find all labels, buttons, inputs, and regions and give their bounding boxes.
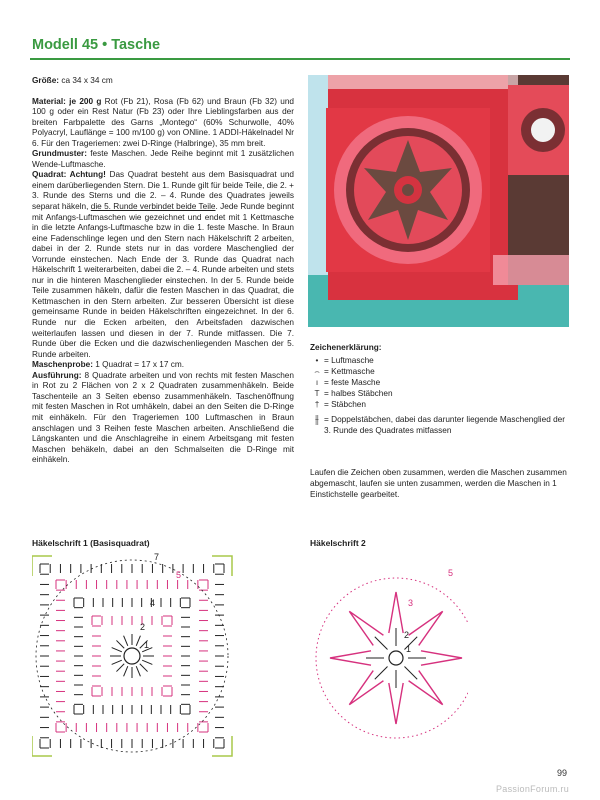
size-label: Größe: (32, 76, 60, 85)
maschenprobe-paragraph (32, 360, 294, 371)
half-double-crochet-icon: T (314, 389, 320, 398)
slip-stitch-icon: ⌢ (314, 367, 320, 376)
legend-item (310, 366, 572, 377)
stitch-mark (116, 664, 124, 672)
size-paragraph (32, 76, 294, 87)
quadrat-text: Das Quadrat besteht aus dem Basisquadrat und einem darüberliegenden Stern. Die 1. Runde gilt für beide Teile, die 2. + 3. Runde des Sterns und die 2. – 4. Runde des Quadrates jeweils separat häkeln, (32, 170, 295, 212)
legend (310, 342, 572, 436)
legend-title: Zeichenerklärung: (310, 343, 382, 352)
page-title: Modell 45 • Tasche (32, 37, 161, 53)
material-label: Material: je 200 g (32, 96, 102, 106)
stitch-mark (375, 637, 388, 650)
legend-item (310, 377, 572, 388)
grundmuster-label: Grundmuster: (32, 149, 88, 159)
round-label: 3 (408, 598, 414, 608)
bag-photo (308, 75, 569, 327)
page-number: 99 (557, 768, 568, 778)
ausfuehrung-paragraph (32, 371, 294, 466)
corner-mark (212, 556, 232, 576)
single-crochet-icon: ı (315, 378, 319, 387)
star-point (389, 592, 403, 633)
stitch-mark (112, 648, 122, 652)
round-label: 7 (154, 552, 160, 562)
round-label: 1 (144, 640, 150, 650)
outer-round (36, 560, 228, 752)
round-label: 2 (140, 622, 146, 632)
ausfuehrung-label: Ausführung: (32, 370, 82, 380)
legend-item (310, 355, 572, 366)
legend-text: = Luftmasche (324, 356, 374, 365)
stitch-mark (404, 666, 417, 679)
round-label: 5 (176, 570, 182, 580)
material-paragraph (32, 97, 294, 150)
double-crochet-icon: † (314, 400, 320, 409)
diagram1-title: Häkelschrift 1 (Basisquadrat) (32, 538, 150, 548)
instructions-column (32, 76, 294, 466)
diagram2-title: Häkelschrift 2 (310, 538, 366, 548)
stitch-mark (112, 660, 122, 664)
round-label: 5 (448, 568, 454, 578)
corner-mark (32, 736, 52, 756)
stitch-mark (142, 660, 152, 664)
chain-stitch-icon: • (315, 356, 319, 365)
stitch-mark (140, 664, 148, 672)
legend-text: = Doppelstäbchen, dabei das darunter liegende Maschenglied der 3. Runde des Quadrates mitfassen (324, 415, 566, 435)
maschenprobe-text: 1 Quadrat = 17 x 17 cm. (92, 360, 184, 370)
quadrat-paragraph (32, 170, 294, 360)
quadrat-label: Quadrat: Achtung! (32, 170, 106, 180)
legend-text: = Stäbchen (324, 400, 366, 409)
quadrat-underlined: die 5. Runde verbindet beide Teile (90, 202, 216, 212)
stitch-mark (124, 666, 128, 676)
legend-item (310, 399, 572, 410)
star-point (421, 651, 462, 665)
star-point (389, 683, 403, 724)
center-ring (389, 651, 403, 665)
crochet-chart-1 (32, 552, 272, 762)
grundmuster-paragraph (32, 149, 294, 170)
outer-round (316, 578, 468, 738)
stitch-mark (124, 636, 128, 646)
watermark: PassionForum.ru (496, 784, 570, 794)
maschenprobe-label: Maschenprobe: (32, 360, 93, 370)
grundmuster-text: feste Maschen. Jede Reihe beginnt mit 1 zusätzlichen Wende-Luftmasche. (32, 149, 294, 169)
center-ring (124, 648, 140, 664)
stitch-mark (136, 666, 140, 676)
material-text: Rot (Fb 21), Rosa (Fb 62) und Braun (Fb 32) und 100 g oder ein Rest Natur (Fb 23) oder Ihre Lieblingsfarben aus der breiten Farbpalette des Garns „Montego“ (60% Schurwolle, 40% Polyacryl, Lauflänge = 100 m/100 g) von ONline. 1 ADDI-Häkelnadel Nr 6. Für den Trageriemen: zwei D-Ringe (Halbringe), 35 mm breit. (32, 96, 294, 148)
crochet-chart-2 (308, 560, 468, 750)
legend-item (310, 388, 572, 399)
legend-text: = halbes Stäbchen (324, 389, 393, 398)
legend-text: = feste Masche (324, 378, 381, 387)
crochet-bag-illustration (308, 75, 569, 327)
ausfuehrung-text: 8 Quadrate arbeiten und von rechts mit festen Maschen in Rot zu 2 Flächen von 2 x 2 Quadraten zusammenhäkeln. Beide Taschenteile an 3 Seiten ebenso zusammenhäkeln. Taschenöffnung mit festen Maschen in Rot umhäkeln, dabei an den Seiten die D-Ringe mit einhäkeln. Für den Trageriemen 100 Luftmaschen in Braun anschlagen und 3 Reihen feste Maschen arbeiten. Anschließend die Längskanten und die Anschlagreihe in einem Arbeitsgang mit festen Maschen behäkeln, dabei an den Schmalseiten die D-Ringe mit einhäkeln. (32, 370, 294, 465)
stitch-mark (136, 636, 140, 646)
legend-text: = Kettmasche (324, 367, 375, 376)
stitch-mark (375, 666, 388, 679)
corner-mark (212, 736, 232, 756)
corner-mark (32, 556, 52, 576)
round-label: 4 (150, 598, 156, 608)
size-text: ca 34 x 34 cm (59, 76, 113, 85)
stitch-mark (116, 640, 124, 648)
title-divider (30, 58, 570, 60)
quadrat-text-cont: . Jede Runde beginnt mit Anfangs-Luftmaschen wie gezeichnet und endet mit 1 Kettmasche in die letzte Anfangs-Luftmasche bzw in die 1. feste Masche. In Braun eine Fadenschlinge legen und den Stern nach Häkelschrift 2 arbeiten, dabei in der 2. Runde stets nur in das vordere Maschenglied der Vorrunde einstechen. Nach Ende der 3. Runde das Quadrat nach Häkelschrift 1 weiterarbeiten, dabei die 2. – 4. Runde arbeiten und stets nur in die hinteren Maschenglieder einstechen. In der 5. Runde beide Teile zusammen häkeln, dafür die festen Maschen in das Quadrat, die Kettmaschen in den Stern arbeiten. Zur besseren Übersicht ist diese gemeinsame Runde in beiden Häkelschriften eingezeichnet. In der 6. Runde nur die Ecken arbeiten, den Arbeitsfaden dazwischen weiterlaufen lassen und diesen in der 7. Runde mitfassen. Die 7. Runde über die Ecken und die dazwischenliegenden Maschen der 5. Runde arbeiten. (32, 202, 295, 359)
round-label: 2 (404, 630, 410, 640)
note-paragraph: Laufen die Zeichen oben zusammen, werden die Maschen zusammen abgemascht, laufen sie unten zusammen, werden die Maschen in 1 Einstichstelle gearbeitet. (310, 468, 567, 499)
round-label: 1 (406, 644, 412, 654)
treble-crochet-icon: ⫲ (315, 412, 319, 426)
star-point (330, 651, 371, 665)
legend-item (310, 414, 572, 436)
